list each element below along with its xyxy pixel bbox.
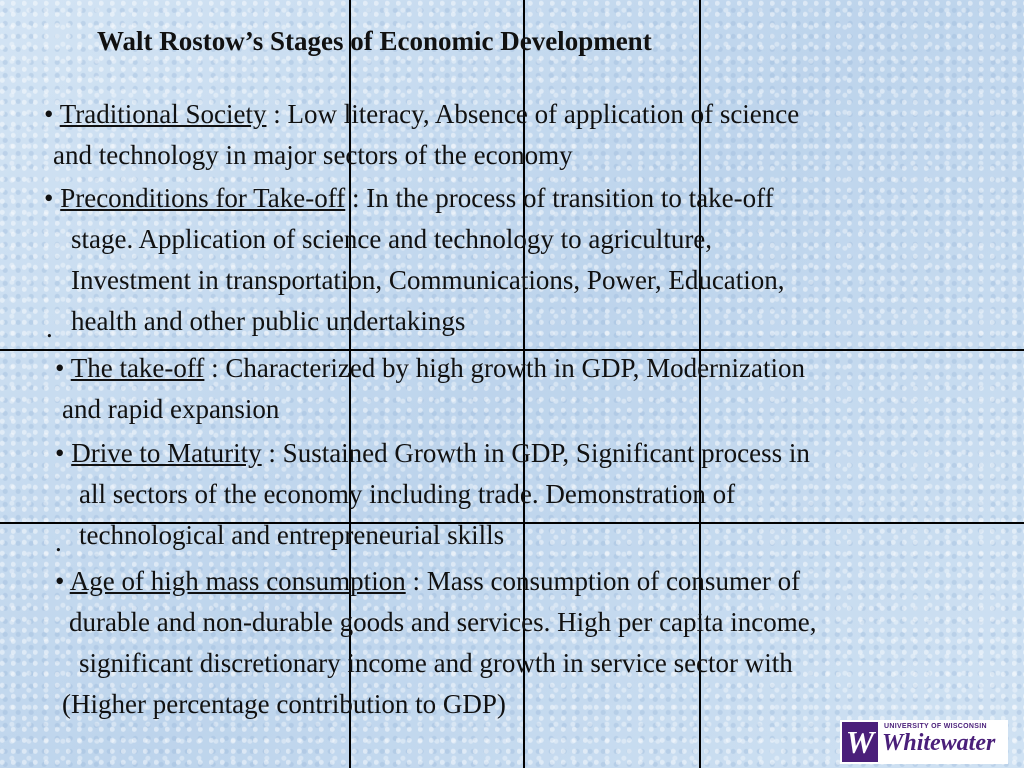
stage-description: : Characterized by high growth in GDP, Modernization [204, 353, 806, 383]
logo-wordmark-top: UNIVERSITY OF WISCONSIN [884, 723, 987, 730]
stray-mark: . [55, 527, 62, 557]
slide-title: Walt Rostow’s Stages of Economic Development [97, 26, 652, 56]
stage-continuation-line: Investment in transportation, Communications, Power, Education, [71, 265, 785, 295]
logo-w-mark-icon: W [842, 722, 878, 762]
university-logo [840, 720, 1008, 764]
stage-continuation-line: and technology in major sectors of the economy [53, 140, 573, 170]
stage-term: The take-off [70, 353, 205, 383]
stage-continuation-line: significant discretionary income and growth in service sector with [79, 648, 793, 678]
stage-term: Age of high mass consumption [69, 566, 406, 596]
stage-continuation-line: durable and non-durable goods and services. High per capita income, [69, 607, 817, 637]
stray-mark: . [46, 313, 53, 343]
stage-continuation-line: technological and entrepreneurial skills [79, 520, 505, 550]
bullet-glyph: • [44, 99, 54, 129]
logo-wordmark-name: Whitewater [882, 730, 996, 756]
bullet-glyph: • [55, 438, 65, 468]
stage-description: : In the process of transition to take-off [345, 183, 774, 213]
stage-term: Drive to Maturity [71, 438, 262, 468]
stage-term: Traditional Society [59, 99, 267, 129]
stage-continuation-line: stage. Application of science and technology to agriculture, [71, 224, 713, 254]
stage-item-preconditions [44, 181, 774, 215]
bullet-glyph: • [55, 566, 65, 596]
stage-term: Preconditions for Take-off [60, 183, 346, 213]
stage-continuation-line: and rapid expansion [62, 394, 280, 424]
bullet-glyph: • [55, 353, 65, 383]
bullet-glyph: • [44, 183, 54, 213]
stage-continuation-line: (Higher percentage contribution to GDP) [62, 689, 506, 719]
stage-item-mass-consumption [55, 564, 800, 598]
stage-description: : Low literacy, Absence of application of science [266, 99, 800, 129]
stage-item-traditional-society [44, 97, 799, 131]
stage-description: : Mass consumption of consumer of [405, 566, 801, 596]
stage-item-drive-to-maturity [55, 436, 810, 470]
stage-description: : Sustained Growth in GDP, Significant process in [261, 438, 810, 468]
stage-continuation-line: health and other public undertakings [71, 306, 466, 336]
stage-continuation-line: all sectors of the economy including trade. Demonstration of [79, 479, 736, 509]
stage-item-take-off [55, 351, 805, 385]
